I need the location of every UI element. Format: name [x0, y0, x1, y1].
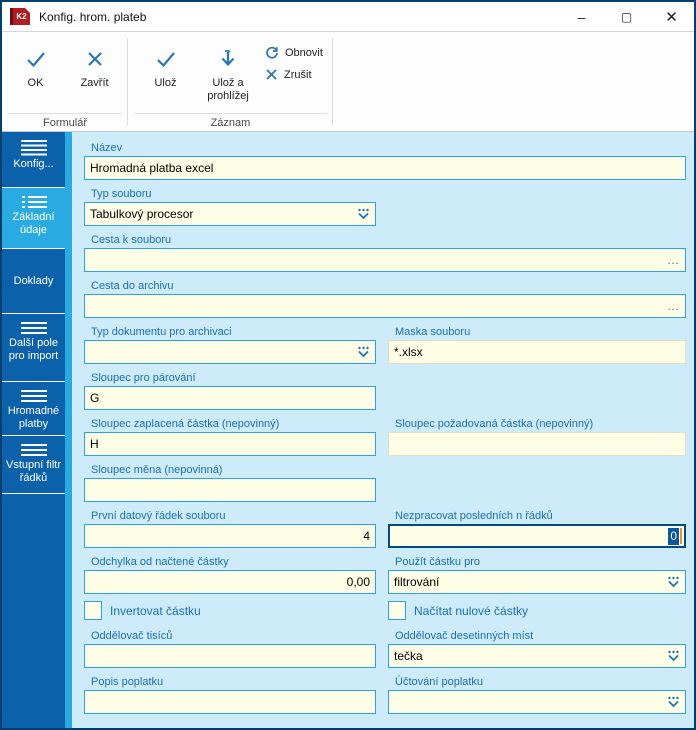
- checkbox-label: Načítat nulové částky: [414, 603, 529, 618]
- menu-icon: [21, 139, 47, 156]
- cesta-do-archivu-input[interactable]: [84, 294, 686, 318]
- sidebar-item-label: Další pole pro import: [8, 337, 59, 362]
- input-value: Hromadná platba excel: [90, 161, 214, 175]
- input-value: tečka: [394, 649, 423, 663]
- zavrit-button[interactable]: [65, 36, 124, 90]
- sidebar-item-zakladni-udaje[interactable]: [2, 188, 65, 249]
- sidebar-item-label: Konfig...: [13, 158, 54, 170]
- input-value: Tabulkový procesor: [90, 207, 194, 221]
- sloupec-mena-input[interactable]: [84, 478, 376, 502]
- dropdown-icon[interactable]: [667, 650, 680, 662]
- field-label: Sloupec požadovaná částka (nepovinný): [395, 418, 594, 430]
- nazev-input[interactable]: [84, 156, 686, 180]
- zrusit-label: Zrušit: [284, 68, 312, 81]
- uloz-button[interactable]: [136, 36, 195, 90]
- sidebar-item-label: Vstupní filtr řádků: [5, 459, 62, 484]
- menu-icon: [21, 443, 47, 457]
- sidebar-item-konfig[interactable]: [2, 132, 65, 188]
- zrusit-button[interactable]: [265, 68, 323, 81]
- field-label: Oddělovač desetinných míst: [395, 630, 534, 642]
- popis-poplatku-input[interactable]: [84, 690, 376, 714]
- maska-souboru-input[interactable]: [388, 340, 686, 364]
- typ-souboru-dropdown[interactable]: [84, 202, 376, 226]
- active-tab-accent-strip: [65, 132, 72, 728]
- field-oddelovac-desetin: [388, 629, 686, 668]
- input-value: H: [90, 437, 99, 451]
- maximize-button[interactable]: ▢: [620, 9, 633, 24]
- field-label: Cesta k souboru: [91, 234, 172, 246]
- field-label: Použít částku pro: [395, 556, 480, 568]
- ribbon-group-zaznam: [128, 32, 333, 131]
- field-label: Sloupec zaplacená částka (nepovinný): [91, 418, 280, 430]
- selected-text: 0: [670, 528, 677, 543]
- field-nazev: [84, 141, 686, 180]
- field-typ-dokumentu: [84, 325, 376, 364]
- sidebar-item-vstupni-filtr[interactable]: [2, 436, 65, 494]
- app-logo-icon: K2: [10, 8, 30, 25]
- ok-button-label: OK: [27, 77, 44, 89]
- x-icon: [86, 44, 104, 74]
- nacitat-checkbox[interactable]: [388, 601, 528, 620]
- typ-dokumentu-dropdown[interactable]: [84, 340, 376, 364]
- odchylka-input[interactable]: [84, 570, 376, 594]
- field-cesta-do-archivu: [84, 279, 686, 318]
- sloupec-zaplacena-input[interactable]: [84, 432, 376, 456]
- browse-ellipsis-button[interactable]: …: [667, 253, 680, 267]
- field-prvni-radek: [84, 509, 376, 548]
- field-typ-souboru: [84, 187, 686, 226]
- check-icon: [155, 44, 177, 74]
- sidebar-item-label: Hromadné platby: [7, 405, 60, 430]
- field-label: Maska souboru: [395, 326, 471, 338]
- field-sloupec-mena: [84, 463, 686, 502]
- ribbon-group-label: Formulář: [8, 113, 122, 129]
- checkbox-box[interactable]: [84, 601, 102, 620]
- field-label: Cesta do archivu: [91, 280, 174, 292]
- dropdown-icon[interactable]: [667, 696, 680, 708]
- form-panel: [72, 132, 694, 728]
- refresh-icon: [265, 46, 279, 60]
- field-label: Sloupec pro párování: [91, 372, 196, 384]
- field-pouzit-castku: [388, 555, 686, 594]
- sidebar-tabs: [2, 132, 65, 728]
- cesta-k-souboru-input[interactable]: [84, 248, 686, 272]
- window-title: Konfig. hrom. plateb: [39, 9, 147, 24]
- x-icon: [265, 68, 278, 81]
- field-maska-souboru: [388, 325, 686, 364]
- ribbon-group-label: Záznam: [134, 113, 327, 129]
- text-caret: [680, 528, 682, 544]
- field-sloupec-pozadovana: [388, 417, 686, 456]
- sidebar-item-dalsi-pole[interactable]: [2, 314, 65, 382]
- field-label: Sloupec měna (nepovinná): [91, 464, 223, 476]
- field-nezpracovat: [388, 509, 686, 548]
- obnovit-label: Obnovit: [285, 47, 323, 59]
- close-button[interactable]: ✕: [665, 8, 678, 26]
- arrow-down-icon: [218, 44, 238, 74]
- field-label: Typ souboru: [91, 188, 152, 200]
- field-odchylka: [84, 555, 376, 594]
- dropdown-icon[interactable]: [357, 346, 370, 358]
- ribbon-toolbar: [2, 31, 694, 132]
- field-popis-poplatku: [84, 675, 376, 714]
- nezpracovat-input-focused[interactable]: [388, 524, 686, 548]
- field-label: Účtování poplatku: [395, 676, 484, 688]
- field-label: Nezpracovat posledních n řádků: [395, 510, 553, 522]
- sidebar-item-doklady[interactable]: [2, 249, 65, 314]
- sidebar-item-hromadne-platby[interactable]: [2, 382, 65, 436]
- field-label: Typ dokumentu pro archivaci: [91, 326, 232, 338]
- sidebar-filler: [2, 494, 65, 728]
- field-sloupec-zaplacena: [84, 417, 376, 456]
- prvni-radek-input[interactable]: [84, 524, 376, 548]
- oddelovac-desetin-dropdown[interactable]: [388, 644, 686, 668]
- field-label: Název: [91, 142, 123, 154]
- ok-button[interactable]: [6, 36, 65, 90]
- input-value: 4: [363, 529, 370, 543]
- uloz-a-prohlizej-button[interactable]: [195, 36, 261, 103]
- field-sloupec-parovani: [84, 371, 686, 410]
- zavrit-button-label: Zavřít: [80, 77, 109, 89]
- list-icon: [21, 195, 47, 209]
- field-label: První datový řádek souboru: [91, 510, 226, 522]
- title-bar: [2, 2, 694, 31]
- sidebar-item-label: Základní údaje: [12, 211, 55, 236]
- menu-icon: [21, 321, 47, 335]
- field-uctovani-poplatku: [388, 675, 686, 714]
- ribbon-group-formular: [2, 32, 128, 131]
- uctovani-poplatku-dropdown[interactable]: [388, 690, 686, 714]
- obnovit-button[interactable]: [265, 46, 323, 60]
- invertovat-checkbox[interactable]: [84, 601, 388, 620]
- field-label: Odchylka od načtené částky: [91, 556, 229, 568]
- browse-ellipsis-button[interactable]: …: [667, 299, 680, 313]
- oddelovac-tisicu-input[interactable]: [84, 644, 376, 668]
- field-oddelovac-tisicu: [84, 629, 376, 668]
- field-label: Oddělovač tisíců: [91, 630, 173, 642]
- input-value: G: [90, 391, 100, 405]
- sloupec-pozadovana-input[interactable]: [388, 432, 686, 456]
- uloz-a-prohlizej-label: Ulož a prohlížej: [207, 77, 249, 102]
- dropdown-icon[interactable]: [667, 576, 680, 588]
- menu-icon: [21, 389, 47, 403]
- input-value: *.xlsx: [394, 345, 423, 359]
- sidebar-item-label: Doklady: [13, 274, 54, 287]
- check-icon: [25, 44, 47, 74]
- field-cesta-k-souboru: [84, 233, 686, 272]
- dropdown-icon[interactable]: [357, 208, 370, 220]
- sloupec-parovani-input[interactable]: [84, 386, 376, 410]
- uloz-button-label: Ulož: [154, 77, 177, 89]
- pouzit-castku-dropdown[interactable]: [388, 570, 686, 594]
- checkbox-label: Invertovat částku: [110, 603, 201, 618]
- minimize-button[interactable]: –: [577, 8, 586, 25]
- checkbox-box[interactable]: [388, 601, 406, 620]
- input-value: filtrování: [394, 575, 440, 589]
- field-label: Popis poplatku: [91, 676, 164, 688]
- input-value: 0,00: [346, 575, 370, 589]
